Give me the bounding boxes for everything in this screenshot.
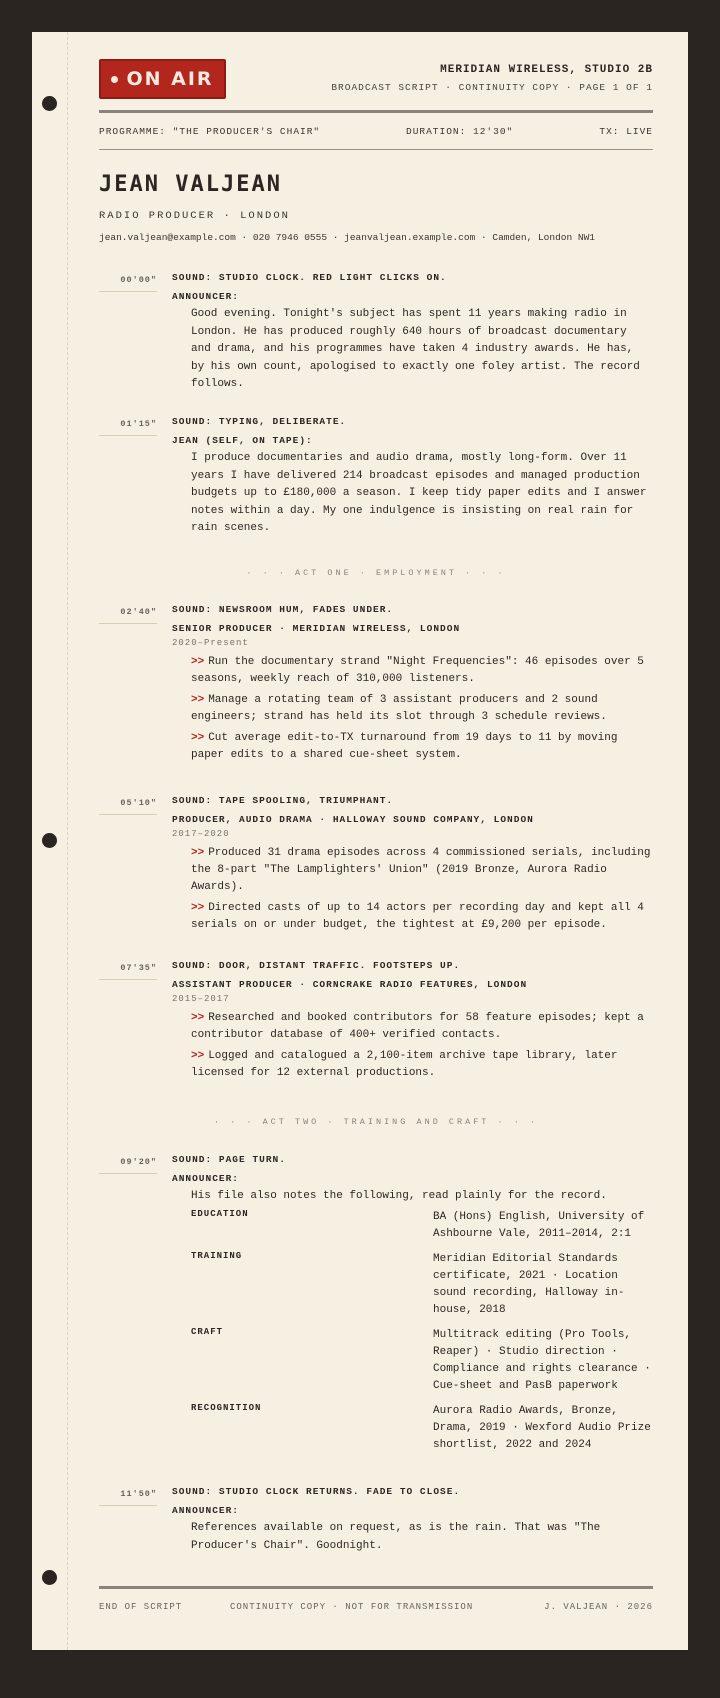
sound-cue: SOUND: STUDIO CLOCK. RED LIGHT CLICKS ON.: [172, 272, 447, 283]
timecode: 01'15": [99, 419, 157, 436]
bullet-arrow-icon: >>: [191, 1012, 205, 1024]
speaker: JEAN (SELF, ON TAPE):: [172, 435, 313, 446]
job-title: ASSISTANT PRODUCER · CORNCRAKE RADIO FEATURES, LONDON: [172, 979, 528, 990]
bullet-arrow-icon: >>: [191, 732, 205, 744]
timecode: 07'35": [99, 963, 157, 980]
sound-cue: SOUND: PAGE TURN.: [172, 1154, 286, 1165]
job-dates: 2017–2020: [172, 829, 230, 839]
margin-line: [67, 32, 68, 1650]
sound-cue: SOUND: TAPE SPOOLING, TRIUMPHANT.: [172, 795, 394, 806]
act-heading: · · · ACT TWO · TRAINING AND CRAFT · · ·: [213, 1117, 539, 1127]
footer-center: CONTINUITY COPY · NOT FOR TRANSMISSION: [230, 1602, 474, 1612]
programme-title: PROGRAMME: "THE PRODUCER'S CHAIR": [99, 126, 321, 137]
contact-line: jean.valjean@example.com · 020 7946 0555 · jeanvaljean.example.com · Camden, London NW1: [99, 232, 595, 243]
on-air-sign: [99, 59, 226, 99]
list-item: >> Logged and catalogued a 2,100-item archive tape library, later licensed for 12 external productions.: [191, 1050, 618, 1079]
header-rule-thin: [99, 149, 653, 150]
person-role: RADIO PRODUCER · LONDON: [99, 210, 290, 222]
dialogue: I produce documentaries and audio drama, mostly long-form. Over 11 years I have delivered 214 broadcast episodes and managed production budgets up to £180,000 a season. I keep tidy paper edits and I answer notes within a day. My one indulgence is insisting on real rain for rain scenes.: [191, 452, 647, 534]
job-bullets: [191, 654, 653, 764]
job-dates: 2015–2017: [172, 994, 230, 1004]
timecode: 02'40": [99, 607, 157, 624]
list-item: >> Manage a rotating team of 3 assistant producers and 2 sound engineers; strand has held its slot through 3 schedule reviews.: [191, 694, 607, 723]
job-title: PRODUCER, AUDIO DRAMA · HALLOWAY SOUND COMPANY, LONDON: [172, 814, 534, 825]
job-bullets: [191, 845, 653, 934]
fact-value: BA (Hons) English, University of Ashbourne Vale, 2011–2014, 2:1: [433, 1210, 645, 1240]
timecode: 00'00": [99, 275, 157, 292]
fact-row: [191, 1251, 653, 1319]
binder-hole: [42, 1570, 57, 1585]
fact-row: [191, 1209, 653, 1243]
footer-right: J. VALJEAN · 2026: [544, 1602, 653, 1612]
list-item: >> Cut average edit-to-TX turnaround from 19 days to 11 by moving paper edits to a shared cue-sheet system.: [191, 732, 618, 761]
list-item: >> Researched and booked contributors for 58 feature episodes; kept a contributor database of 400+ verified contacts.: [191, 1012, 644, 1041]
list-item: >> Run the documentary strand "Night Frequencies": 46 episodes over 5 seasons, weekly reach of 310,000 listeners.: [191, 656, 644, 685]
bullet-arrow-icon: >>: [191, 902, 205, 914]
speaker: ANNOUNCER:: [172, 291, 240, 302]
timecode: 05'10": [99, 798, 157, 815]
person-name: JEAN VALJEAN: [99, 172, 282, 197]
fact-label: EDUCATION: [191, 1208, 249, 1219]
job-dates: 2020–Present: [172, 638, 249, 648]
dialogue: Good evening. Tonight's subject has spent 11 years making radio in London. He has produced roughly 640 hours of broadcast documentary and drama, and his programmes have taken 4 industry awards. He has, by his own count, apologised to exactly one foley artist. The record follows.: [191, 308, 640, 390]
fact-label: RECOGNITION: [191, 1402, 262, 1413]
fact-row: [191, 1327, 653, 1395]
bullet-arrow-icon: >>: [191, 1050, 205, 1062]
dialogue: His file also notes the following, read plainly for the record.: [191, 1190, 607, 1202]
sound-cue: SOUND: TYPING, DELIBERATE.: [172, 416, 347, 427]
facts-table: [191, 1209, 653, 1454]
script-meta: BROADCAST SCRIPT · CONTINUITY COPY · PAGE 1 OF 1: [331, 82, 653, 93]
job-title: SENIOR PRODUCER · MERIDIAN WIRELESS, LONDON: [172, 623, 461, 634]
record-dot-icon: [111, 76, 118, 83]
header-rule: [99, 110, 653, 113]
fact-label: TRAINING: [191, 1250, 243, 1261]
bullet-arrow-icon: >>: [191, 656, 205, 668]
on-air-label: ON AIR: [126, 68, 214, 90]
tx-status: TX: LIVE: [599, 126, 653, 137]
list-item: >> Directed casts of up to 14 actors per recording day and kept all 4 serials on or under budget, the tightest at £9,200 per episode.: [191, 902, 644, 931]
binder-hole: [42, 833, 57, 848]
sound-cue: SOUND: DOOR, DISTANT TRAFFIC. FOOTSTEPS UP.: [172, 960, 461, 971]
duration: DURATION: 12'30": [406, 126, 514, 137]
bullet-arrow-icon: >>: [191, 694, 205, 706]
fact-value: Meridian Editorial Standards certificate, 2021 · Location sound recording, Halloway in-house, 2018: [433, 1252, 625, 1316]
dialogue: References available on request, as is the rain. That was "The Producer's Chair". Goodnight.: [191, 1522, 601, 1552]
fact-label: CRAFT: [191, 1326, 224, 1337]
sound-cue: SOUND: STUDIO CLOCK RETURNS. FADE TO CLOSE.: [172, 1486, 461, 1497]
list-item: >> Produced 31 drama episodes across 4 commissioned serials, including the 8-part "The Lamplighters' Union" (2019 Bronze, Aurora Radio Awards).: [191, 847, 651, 893]
fact-value: Aurora Radio Awards, Bronze, Drama, 2019 · Wexford Audio Prize shortlist, 2022 and 2024: [433, 1404, 651, 1451]
footer-rule: [99, 1586, 653, 1589]
station-name: MERIDIAN WIRELESS, STUDIO 2B: [440, 64, 653, 76]
bullet-arrow-icon: >>: [191, 847, 205, 859]
speaker: ANNOUNCER:: [172, 1173, 240, 1184]
fact-value: Multitrack editing (Pro Tools, Reaper) · Studio direction · Compliance and rights clearance · Cue-sheet and PasB paperwork: [433, 1328, 651, 1392]
speaker: ANNOUNCER:: [172, 1505, 240, 1516]
binder-hole: [42, 96, 57, 111]
fact-row: [191, 1403, 653, 1454]
act-heading: · · · ACT ONE · EMPLOYMENT · · ·: [246, 568, 506, 578]
job-bullets: [191, 1010, 653, 1082]
timecode: 09'20": [99, 1157, 157, 1174]
footer-left: END OF SCRIPT: [99, 1602, 183, 1612]
sound-cue: SOUND: NEWSROOM HUM, FADES UNDER.: [172, 604, 394, 615]
timecode: 11'50": [99, 1489, 157, 1506]
